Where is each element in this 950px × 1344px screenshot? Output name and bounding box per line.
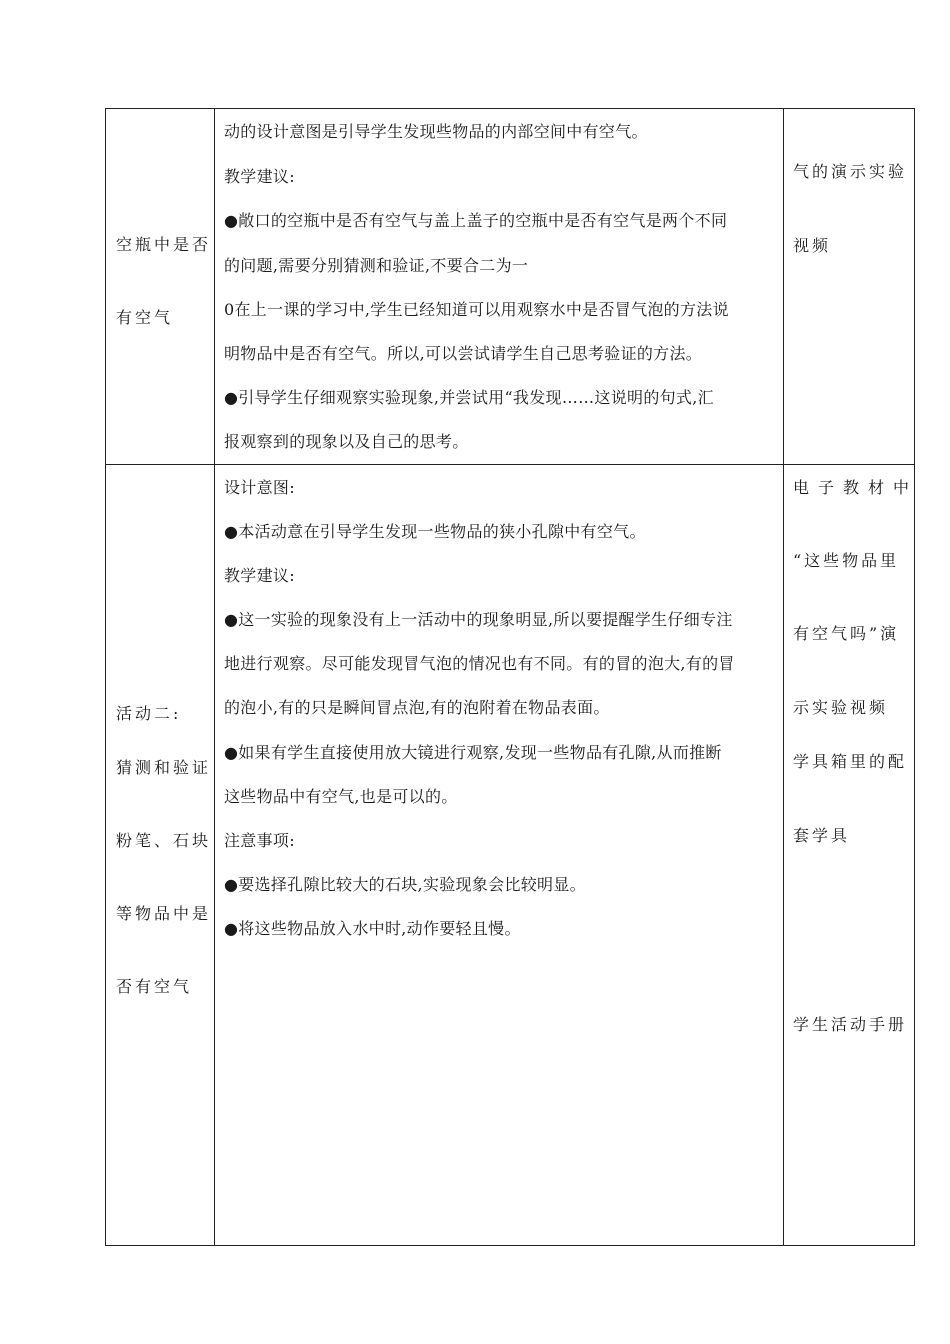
row2-content-line: 地进行观察。尽可能发现冒气泡的情况也有不同。有的冒的泡大,有的冒 (224, 654, 735, 673)
row2-resource-line: 示实验视频 (793, 698, 889, 717)
row1-activity-line: 有空气 (116, 308, 174, 327)
row1-content-line: 的问题,需要分别猜测和验证,不要合二为一 (224, 256, 529, 275)
row1-content-line: 动的设计意图是引导学生发现些物品的内部空间中有空气。 (224, 122, 648, 141)
row-divider (106, 464, 914, 465)
row2-content-line: 的泡小,有的只是瞬间冒点泡,有的泡附着在物品表面。 (224, 698, 610, 717)
row1-content-line: 报观察到的现象以及自己的思考。 (224, 432, 469, 451)
row2-activity-line: 等物品中是 (116, 904, 212, 923)
row2-content-line: ●这一实验的现象没有上一活动中的现象明显,所以要提醒学生仔细专注 (224, 610, 733, 629)
row2-activity-line: 否有空气 (116, 977, 193, 996)
row2-resource-line: 电子教材中 (793, 478, 919, 497)
row2-content-line: ●本活动意在引导学生发现一些物品的狭小孔隙中有空气。 (224, 522, 646, 541)
row1-resource-line: 视频 (793, 236, 832, 255)
row2-resource-line: 有空气吗”演 (793, 624, 900, 643)
row1-content-line: ●引导学生仔细观察实验现象,并尝试用“我发现……这说明的句式,汇 (224, 388, 714, 407)
row2-activity-line: 粉笔、石块 (116, 831, 212, 850)
column-divider-left (214, 109, 215, 1245)
row2-content-line: 注意事项: (224, 831, 295, 850)
row1-activity-line: 空瓶中是否 (116, 235, 212, 254)
row1-content-line: 教学建议: (224, 167, 295, 186)
row2-activity-line: 猜测和验证 (116, 758, 212, 777)
row2-content-line: ●要选择孔隙比较大的石块,实验现象会比较明显。 (224, 875, 586, 894)
row2-content-line: ●如果有学生直接使用放大镜进行观察,发现一些物品有孔隙,从而推断 (224, 743, 722, 762)
row1-content-line: ●敞口的空瓶中是否有空气与盖上盖子的空瓶中是否有空气是两个不同 (224, 211, 728, 230)
row2-content-line: 设计意图: (224, 478, 295, 497)
column-divider-right (783, 109, 784, 1245)
row2-resource-line: 学具箱里的配 (793, 752, 908, 771)
row1-resource-line: 气的演示实验 (793, 162, 908, 181)
row2-content-line: ●将这些物品放入水中时,动作要轻且慢。 (224, 919, 521, 938)
lesson-plan-table (105, 108, 919, 1246)
row1-content-line: 明物品中是否有空气。所以,可以尝试请学生自己思考验证的方法。 (224, 344, 703, 363)
row2-content-line: 教学建议: (224, 566, 295, 585)
row2-resource-line: 套学具 (793, 826, 851, 845)
row2-activity-line: 活动二: (116, 704, 182, 723)
row2-resource-line: 学生活动手册 (793, 1015, 908, 1034)
row2-content-line: 这些物品中有空气,也是可以的。 (224, 787, 458, 806)
row1-content-line: 0在上一课的学习中,学生已经知道可以用观察水中是否冒气泡的方法说 (224, 300, 729, 319)
row2-resource-line: “这些物品里 (793, 551, 900, 570)
